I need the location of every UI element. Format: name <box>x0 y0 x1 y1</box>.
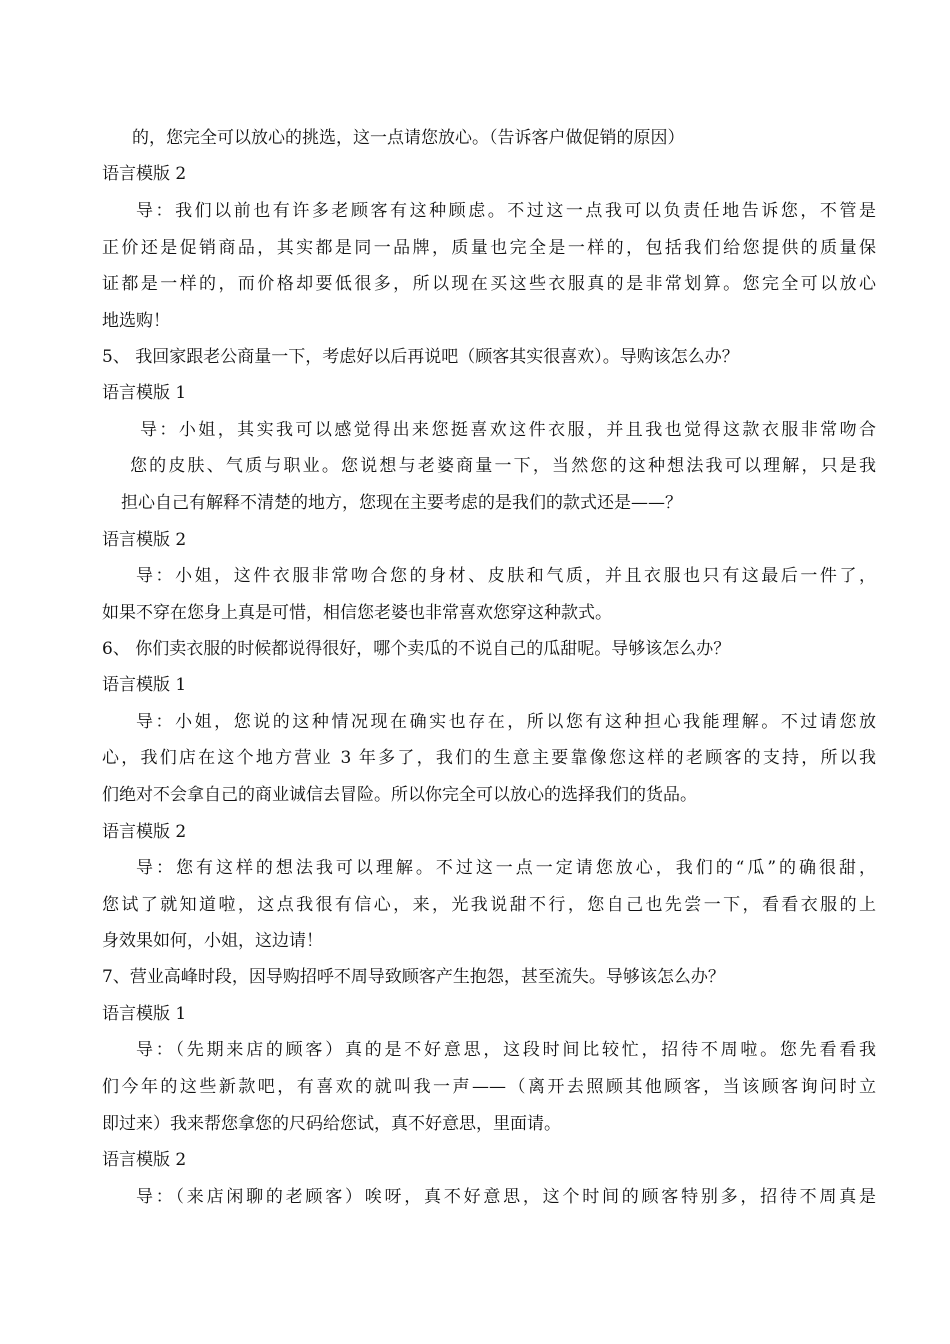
text-line: 们绝对不会拿自己的商业诚信去冒险。所以你完全可以放心的选择我们的货品。 <box>102 785 697 805</box>
text-line: 导：（来店闲聊的老顾客）唉呀，真不好意思，这个时间的顾客特别多，招待不周真是 <box>136 1187 876 1207</box>
section-label: 语言模版 1 <box>102 1004 187 1024</box>
section-label: 语言模版 2 <box>102 822 187 842</box>
section-label: 语言模版 1 <box>102 383 187 403</box>
text-line: 导：小姐，这件衣服非常吻合您的身材、皮肤和气质，并且衣服也只有这最后一件了， <box>136 566 876 586</box>
text-line: 导：（先期来店的顾客）真的是不好意思，这段时间比较忙，招待不周啦。您先看看我 <box>136 1040 876 1060</box>
section-label: 语言模版 1 <box>102 675 187 695</box>
text-line: 地选购！ <box>102 311 170 331</box>
text-line: 们今年的这些新款吧，有喜欢的就叫我一声——（离开去照顾其他顾客，当该顾客询问时立 <box>102 1077 876 1097</box>
text-line: 您的皮肤、气质与职业。您说想与老婆商量一下，当然您的这种想法我可以理解，只是我 <box>130 456 876 476</box>
text-line: 导：您有这样的想法我可以理解。不过这一点一定请您放心，我们的“瓜”的确很甜， <box>136 858 876 878</box>
text-line: 正价还是促销商品，其实都是同一品牌，质量也完全是一样的，包括我们给您提供的质量保 <box>102 238 876 258</box>
text-line: 即过来）我来帮您拿您的尺码给您试，真不好意思，里面请。 <box>102 1114 561 1134</box>
section-label: 语言模版 2 <box>102 1150 187 1170</box>
question-heading: 5、 我回家跟老公商量一下，考虑好以后再说吧（顾客其实很喜欢）。导购该怎么办？ <box>102 347 739 367</box>
text-line: 担心自己有解释不清楚的地方，您现在主要考虑的是我们的款式还是——？ <box>121 493 682 513</box>
text-line: 身效果如何，小姐，这边请！ <box>102 931 323 951</box>
section-label: 语言模版 2 <box>102 530 187 550</box>
text-line: 您试了就知道啦，这点我很有信心，来，光我说甜不行，您自己也先尝一下，看看衣服的上 <box>102 895 876 915</box>
text-line: 导：我们以前也有许多老顾客有这种顾虑。不过这一点我可以负责任地告诉您，不管是 <box>136 201 876 221</box>
text-line: 导：小姐，其实我可以感觉得出来您挺喜欢这件衣服，并且我也觉得这款衣服非常吻合 <box>140 420 876 440</box>
question-heading: 7、营业高峰时段，因导购招呼不周导致顾客产生抱怨，甚至流失。导够该怎么办？ <box>102 967 725 987</box>
section-label: 语言模版 2 <box>102 164 187 184</box>
question-heading: 6、 你们卖衣服的时候都说得很好，哪个卖瓜的不说自己的瓜甜呢。导够该怎么办？ <box>102 639 731 659</box>
text-line: 的，您完全可以放心的挑选，这一点请您放心。（告诉客户做促销的原因） <box>132 128 685 148</box>
text-line: 如果不穿在您身上真是可惜，相信您老婆也非常喜欢您穿这种款式。 <box>102 603 612 623</box>
text-line: 导：小姐，您说的这种情况现在确实也存在，所以您有这种担心我能理解。不过请您放 <box>136 712 876 732</box>
text-line: 心，我们店在这个地方营业 3 年多了，我们的生意主要靠像您这样的老顾客的支持，所以我 <box>102 748 876 768</box>
text-line: 证都是一样的，而价格却要低很多，所以现在买这些衣服真的是非常划算。您完全可以放心 <box>102 274 876 294</box>
